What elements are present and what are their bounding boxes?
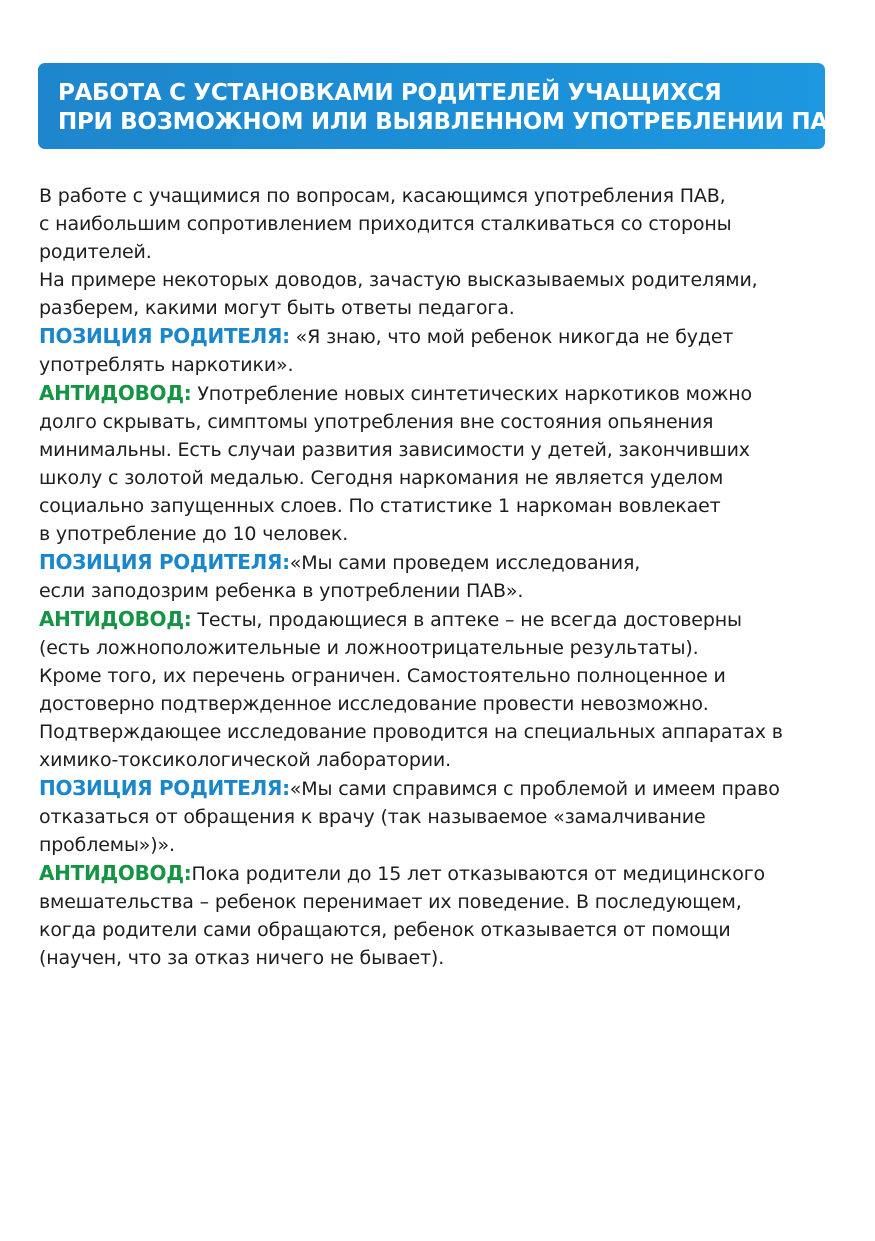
text-line: социально запущенных слоев. По статистике 1 наркоман вовлекает (39, 495, 721, 517)
header-title-line-2: ПРИ ВОЗМОЖНОМ ИЛИ ВЫЯВЛЕННОМ УПОТРЕБЛЕНИИ ПАВ (58, 109, 846, 135)
text-line: вмешательства – ребенок перенимает их поведение. В последующем, (39, 891, 742, 913)
text-line: с наибольшим сопротивлением приходится сталкиваться со стороны (39, 213, 732, 235)
counterargument-2 (39, 605, 844, 774)
header-title-line-1: РАБОТА С УСТАНОВКАМИ РОДИТЕЛЕЙ УЧАЩИХСЯ (58, 80, 722, 106)
counterargument-3 (39, 859, 844, 972)
counterargument-label: АНТИДОВОД: (39, 607, 192, 631)
text-line: химико-токсикологической лаборатории. (39, 749, 452, 771)
counterargument-1 (39, 379, 844, 548)
text-line: достоверно подтвержденное исследование провести невозможно. (39, 693, 709, 715)
parent-position-3 (39, 774, 844, 859)
text-line: «Мы сами проведем исследования, (289, 552, 641, 574)
intro-paragraph-2 (39, 266, 844, 322)
text-line: Кроме того, их перечень ограничен. Самостоятельно полноценное и (39, 665, 726, 687)
text-line: если заподозрим ребенка в употреблении ПАВ». (39, 580, 524, 602)
text-line: минимальны. Есть случаи развития зависимости у детей, закончивших (39, 439, 750, 461)
parent-position-label: ПОЗИЦИЯ РОДИТЕЛЯ: (39, 324, 290, 348)
text-line: отказаться от обращения к врачу (так называемое «замалчивание (39, 806, 706, 828)
text-line: Употребление новых синтетических наркотиков можно (191, 383, 753, 405)
text-line: Подтверждающее исследование проводится на специальных аппаратах в (39, 721, 783, 743)
text-line: «Мы сами справимся с проблемой и имеем право (289, 778, 780, 800)
text-line: (научен, что за отказ ничего не бывает). (39, 947, 445, 969)
text-line: родителей. (39, 241, 152, 263)
text-line: Пока родители до 15 лет отказываются от медицинского (191, 863, 766, 885)
parent-position-1 (39, 322, 844, 379)
text-line: (есть ложноположительные и ложноотрицательные результаты). (39, 637, 699, 659)
text-line: проблемы»)». (39, 834, 175, 856)
counterargument-label: АНТИДОВОД: (39, 861, 192, 885)
text-line: когда родители сами обращаются, ребенок отказывается от помощи (39, 919, 731, 941)
parent-position-label: ПОЗИЦИЯ РОДИТЕЛЯ: (39, 550, 290, 574)
parent-position-2 (39, 548, 844, 605)
text-line: На примере некоторых доводов, зачастую высказываемых родителями, (39, 269, 758, 291)
text-line: разберем, какими могут быть ответы педагога. (39, 297, 515, 319)
text-line: «Я знаю, что мой ребенок никогда не будет (289, 326, 734, 348)
text-line: В работе с учащимися по вопросам, касающимся употребления ПАВ, (39, 185, 726, 207)
text-line: Тесты, продающиеся в аптеке – не всегда достоверны (191, 609, 742, 631)
text-line: школу с золотой медалью. Сегодня наркомания не является уделом (39, 467, 724, 489)
text-line: употреблять наркотики». (39, 354, 294, 376)
document-body (39, 182, 844, 972)
parent-position-label: ПОЗИЦИЯ РОДИТЕЛЯ: (39, 776, 290, 800)
intro-paragraph-1 (39, 182, 844, 266)
text-line: долго скрывать, симптомы употребления вне состояния опьянения (39, 411, 714, 433)
counterargument-label: АНТИДОВОД: (39, 381, 192, 405)
header-banner (38, 63, 846, 149)
text-line: в употребление до 10 человек. (39, 523, 349, 545)
